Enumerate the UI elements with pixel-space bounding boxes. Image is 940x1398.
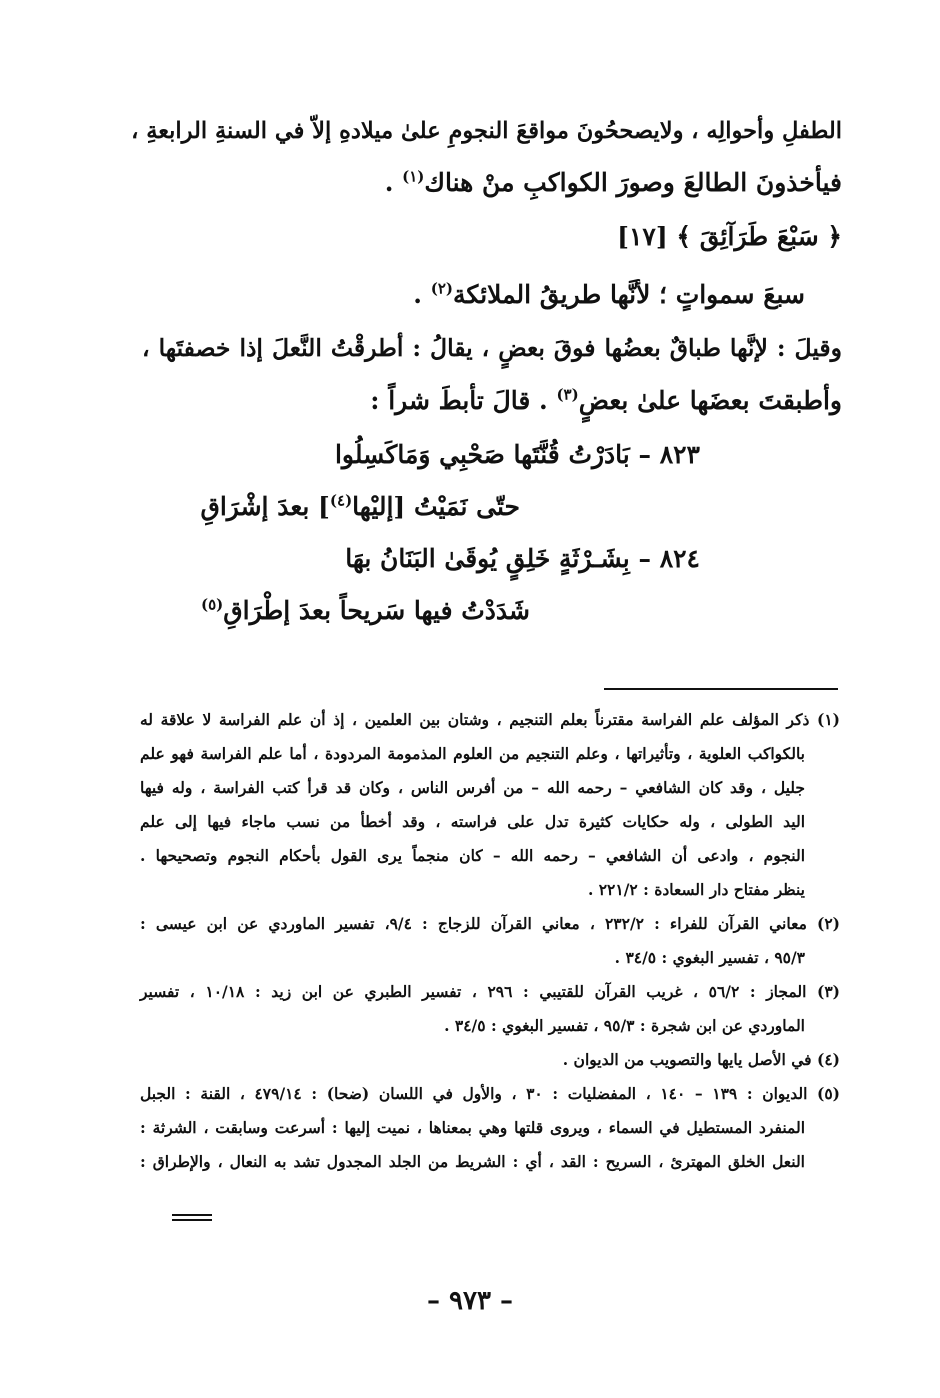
verse-824-second-hemistich	[201, 596, 530, 625]
body-line-4	[413, 280, 805, 309]
body-line-2-text: فيأخذونَ الطالعَ وصورَ الكواكبِ منْ هناك	[424, 168, 842, 197]
footnote-ref-3: (٣)	[556, 385, 579, 404]
footnote-ref-4: (٤)	[329, 491, 353, 510]
body-line-1: الطفلِ وأحوالِه ، ولايصححُونَ مواقعَ النجومِ علىٰ ميلادهِ إلاّ في السنةِ الرابعةِ ،	[131, 118, 842, 144]
verse-824-b-text: شَدَدْتُ فيها سَريحاً بعدَ إطْرَاقِ	[223, 596, 530, 625]
verse-823-first-hemistich	[335, 440, 700, 469]
footnote-ref-2: (٢)	[430, 279, 453, 298]
body-line-4-end: .	[413, 280, 431, 309]
verse-824-text: بِشَـرْثَةٍ خَلِقٍ يُوقَىٰ البَنَانُ بهَا	[345, 544, 630, 573]
continuation-mark	[172, 1219, 212, 1221]
footnote-line: (٥) الديوان : ١٣٩ – ١٤٠ ، المفضليات : ٣٠ ، والأول في اللسان (ضحا) : ٤٧٩/١٤ ، القنة : الجبل	[140, 1084, 840, 1103]
verse-824-first-hemistich	[345, 544, 700, 573]
footnote-line: النعل الخلق المهترئ ، السريح : القد ، أي : الشريط من الجلد المجدول تشد به النعال ، والإطراق :	[140, 1152, 805, 1171]
body-line-6-end: . قالَ تأبطَ شراً :	[370, 386, 557, 415]
footnote-line: ينظر مفتاح دار السعادة : ٢٢١/٢ .	[587, 880, 805, 899]
verse-823-text: بَادَرْتُ قُنَّتَها صَحْبِي وَمَاكَسِلُوا	[334, 440, 630, 469]
footnote-line: النجوم ، وادعى أن الشافعي – رحمه الله – كان منجماً يرى القول بأحكام النجوم وتصحيحها .	[140, 846, 805, 865]
footnote-line: الماوردي عن ابن شجرة : ٩٥/٣ ، تفسير البغوي : ٣٤/٥ .	[444, 1016, 805, 1035]
body-line-6-text: وأطبقتَ بعضَها علىٰ بعضٍ	[578, 386, 842, 415]
verse-823-b-pre: حتّى نَمَيْتُ [إليْها	[352, 492, 520, 521]
verse-823-b-post: ] بعدَ إشْرَاقِ	[200, 492, 330, 521]
footnote-line: المنفرد المستطيل في السماء ، ويروى قلتها وهي بمعناها ، نميت إليها : أسرعت وسابقت ، الشرثة :	[140, 1118, 805, 1137]
quran-heading: ﴿ سَبْعَ طَرَآئِقَ ﴾ [١٧]	[617, 222, 842, 251]
verse-824-number: ٨٢٤ –	[638, 544, 700, 573]
continuation-mark	[172, 1214, 212, 1216]
verse-823-second-hemistich	[200, 492, 520, 521]
body-line-2-end: .	[384, 168, 403, 197]
footnote-line: (٣) المجاز : ٥٦/٢ ، غريب القرآن للقتيبي : ٢٩٦ ، تفسير الطبري عن ابن زيد : ١٠/١٨ ، تفسير	[140, 982, 840, 1001]
footnote-separator	[604, 688, 838, 690]
footnote-line: (١) ذكر المؤلف علم الفراسة مقترناً بعلم التنجيم ، وشتان بين العلمين ، إذ أن علم الفراسة لا علاقة له	[140, 710, 840, 729]
footnote-line: (٤) في الأصل يايها والتصويب من الديوان .	[562, 1050, 840, 1069]
footnote-ref-5: (٥)	[200, 595, 224, 614]
page-number: – ٩٧٣ –	[426, 1286, 514, 1316]
footnote-line: بالكواكب العلوية ، وتأثيراتها ، وعلم التنجيم من العلوم المذمومة المردودة ، أما علم الفراسة فهو علم	[140, 744, 805, 763]
verse-823-number: ٨٢٣ –	[638, 440, 700, 469]
footnote-line: اليد الطولى ، وله حكايات كثيرة تدل على فراسته ، وقد أخطأ من نسب ماجاء فيها إلى علم	[140, 812, 805, 831]
body-line-6	[370, 386, 842, 415]
body-line-4-text: سبعَ سمواتٍ ؛ لأنَّها طريقُ الملائكة	[452, 280, 805, 309]
body-line-2	[385, 168, 842, 197]
footnote-line: ٩٥/٣ ، تفسير البغوي : ٣٤/٥ .	[614, 948, 805, 967]
footnote-line: جليل ، وقد كان الشافعي – رحمه الله – من أفرس الناس ، وكان قد قرأ كتب الفراسة ، وله فيها	[140, 778, 805, 797]
body-line-5: وقيلَ : لإنَّها طباقٌ بعضُها فوقَ بعضٍ ، يقالُ : أطرقْتُ النَّعلَ إذا خصفتَها ،	[142, 334, 842, 362]
footnote-line: (٢) معاني القرآن للفراء : ٢٣٢/٢ ، معاني القرآن للزجاج : ٩/٤، تفسير الماوردي عن ابن عيسى :	[140, 914, 841, 933]
footnote-ref-1: (١)	[402, 167, 425, 186]
